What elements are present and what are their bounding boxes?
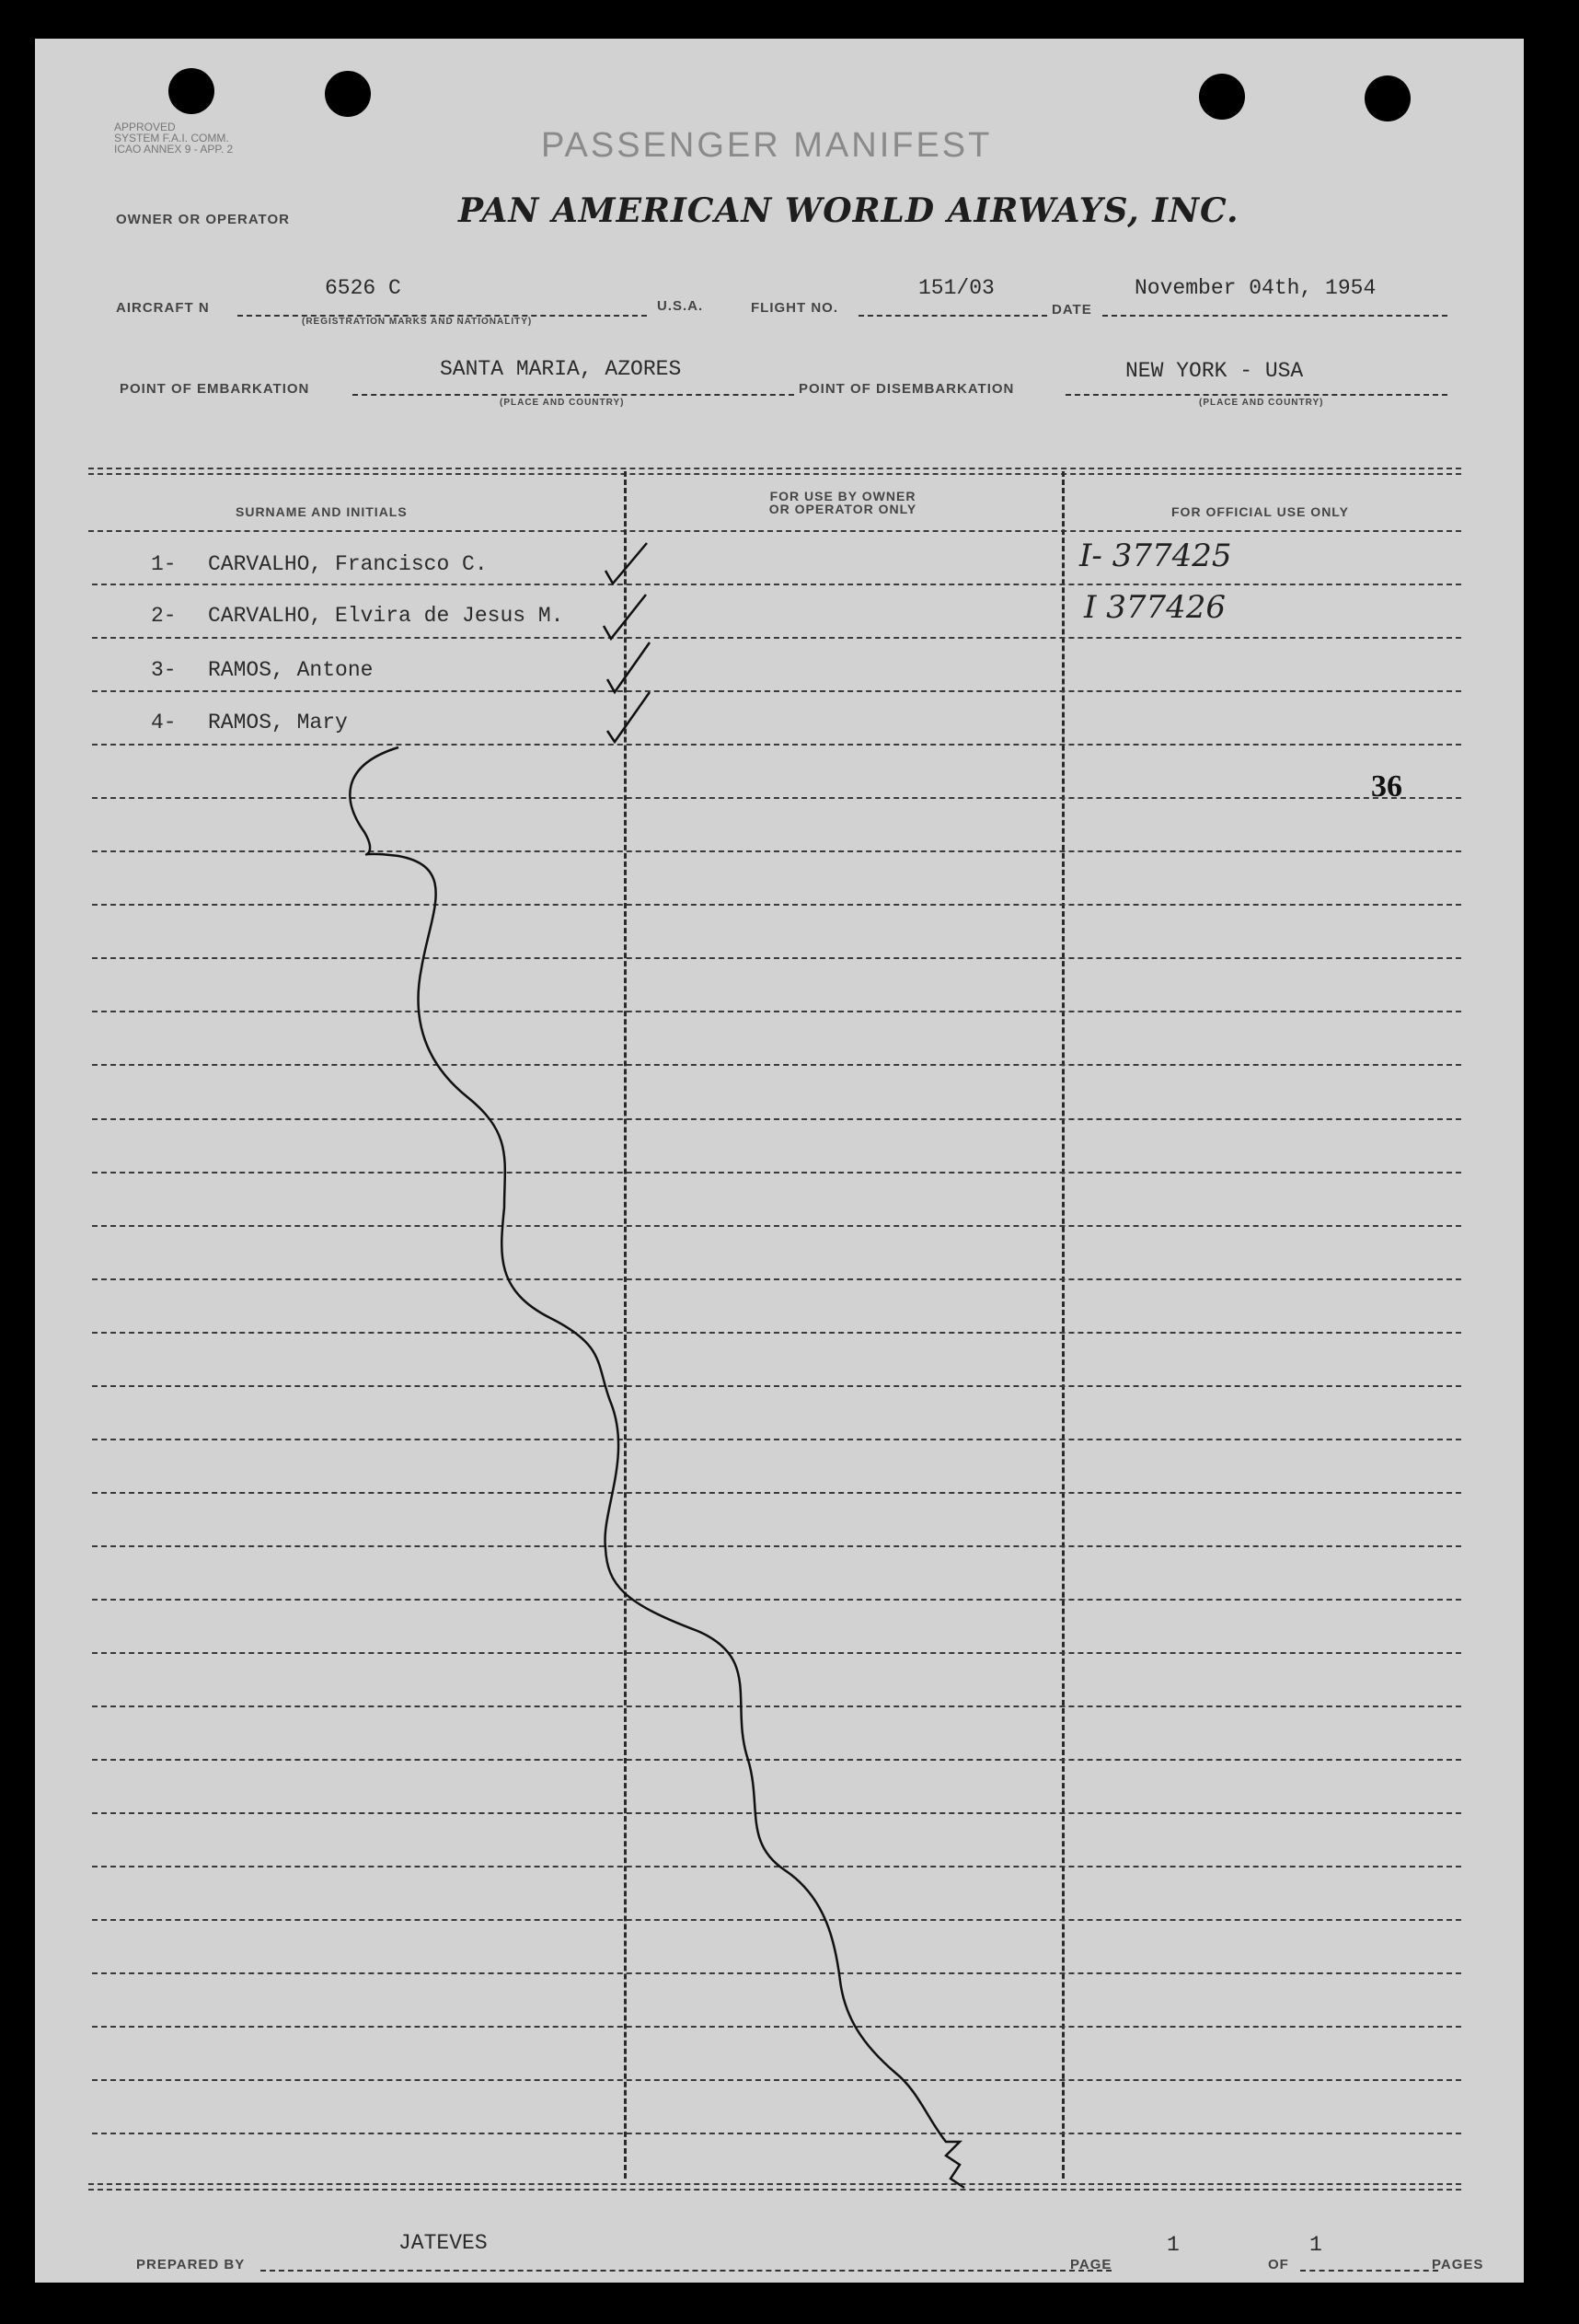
prepared-by-underline (260, 2270, 1112, 2272)
of-value: 1 (1309, 2233, 1322, 2257)
embarkation-sub: (PLACE AND COUNTRY) (500, 398, 625, 408)
disembarkation-label: POINT OF DISEMBARKATION (799, 381, 1015, 397)
check-mark-icon (604, 595, 646, 639)
col-surname-header: SURNAME AND INITIALS (236, 504, 408, 519)
passenger-number: 2- (151, 604, 177, 628)
passenger-number: 4- (151, 711, 177, 734)
disembarkation-sub: (PLACE AND COUNTRY) (1199, 398, 1324, 408)
official-entry: I 377426 (1084, 589, 1227, 626)
official-entry: I- 377425 (1079, 538, 1232, 574)
owner-label: OWNER OR OPERATOR (116, 212, 290, 227)
passenger-name: RAMOS, Mary (208, 711, 348, 734)
aircraft-value: 6526 C (325, 276, 401, 300)
usa-label: U.S.A. (657, 298, 704, 314)
approval-line: APPROVED (114, 121, 176, 133)
col-operator-header-line: OR OPERATOR ONLY (768, 502, 917, 516)
embarkation-label: POINT OF EMBARKATION (120, 381, 310, 397)
passenger-name: CARVALHO, Elvira de Jesus M. (208, 604, 564, 628)
page-value: 1 (1167, 2233, 1180, 2257)
passenger-number: 3- (151, 658, 177, 682)
flight-value: 151/03 (918, 276, 995, 300)
page-label: PAGE (1070, 2257, 1112, 2272)
of-label: OF (1268, 2257, 1289, 2272)
of-underline (1300, 2270, 1438, 2272)
date-label: DATE (1052, 302, 1092, 318)
prepared-by-value: JATEVES (398, 2231, 488, 2255)
passenger-name: CARVALHO, Francisco C. (208, 552, 488, 576)
flight-label: FLIGHT NO. (751, 300, 838, 316)
check-mark-icon (607, 642, 650, 692)
embarkation-value: SANTA MARIA, AZORES (440, 357, 682, 381)
manifest-sheet (35, 39, 1524, 2283)
owner-name: PAN AMERICAN WORLD AIRWAYS, INC. (458, 191, 1239, 230)
prepared-by-label: PREPARED BY (136, 2257, 246, 2272)
passenger-number: 1- (151, 552, 177, 576)
pages-label: PAGES (1432, 2257, 1484, 2272)
aircraft-label: AIRCRAFT N (116, 300, 210, 316)
pen-strokes (35, 39, 1524, 2283)
cancel-line (350, 747, 964, 2188)
check-mark-icon (607, 692, 650, 742)
check-mark-icon (605, 543, 647, 584)
table-bottom-rule (88, 2189, 1461, 2191)
approval-line: ICAO ANNEX 9 - APP. 2 (114, 143, 234, 156)
date-value: November 04th, 1954 (1135, 276, 1377, 300)
aircraft-sub: (REGISTRATION MARKS AND NATIONALITY) (302, 317, 533, 327)
disembarkation-value: NEW YORK - USA (1125, 359, 1304, 383)
passenger-name: RAMOS, Antone (208, 658, 374, 682)
table-bottom-rule (88, 2183, 1461, 2185)
col-official-header: FOR OFFICIAL USE ONLY (1171, 504, 1349, 519)
count-mark: 36 (1371, 769, 1402, 804)
approval-line: SYSTEM F.A.I. COMM. (114, 132, 229, 145)
col-operator-header-line: FOR USE BY OWNER (769, 489, 916, 503)
form-title: PASSENGER MANIFEST (541, 126, 993, 165)
